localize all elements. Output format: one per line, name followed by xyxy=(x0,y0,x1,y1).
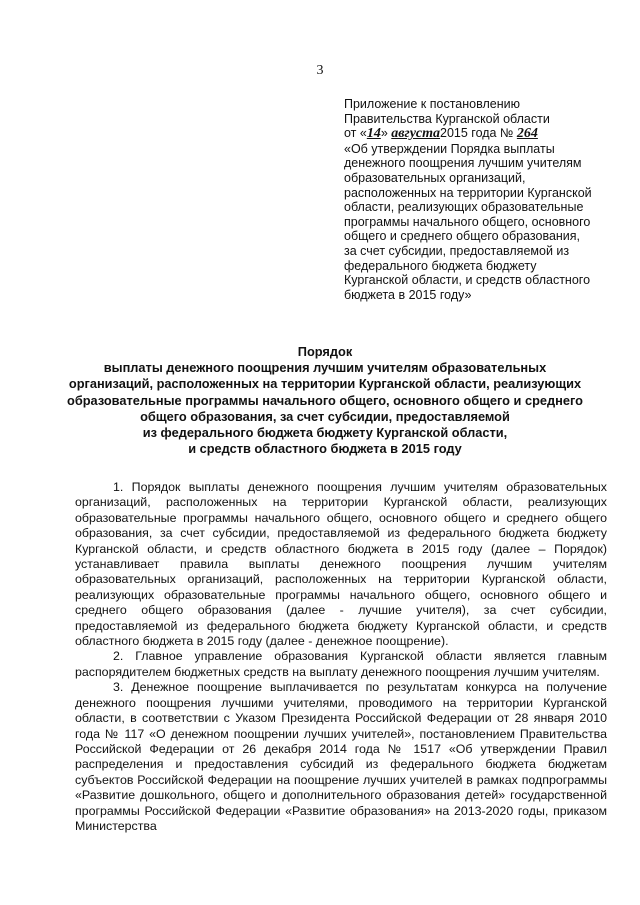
page-number: 3 xyxy=(316,63,324,78)
annex-line: Правительства Курганской области xyxy=(344,111,550,126)
annex-line: денежного поощрения лучшим учителям xyxy=(344,156,582,171)
title-line: общего образования, за счет субсидии, предоставляемой xyxy=(140,408,510,424)
annex-line: области, реализующих образовательные xyxy=(344,200,584,215)
annex-line: общего и среднего общего образования, xyxy=(344,229,581,244)
title-line: выплаты денежного поощрения лучшим учителям образовательных xyxy=(103,360,547,376)
annex-date-line xyxy=(344,126,624,142)
annex-line: «Об утверждении Порядка выплаты xyxy=(344,141,555,156)
document-title xyxy=(40,344,610,457)
title-line: из федерального бюджета бюджету Курганской области, xyxy=(142,425,508,441)
annex-line: расположенных на территории Курганской xyxy=(344,185,592,200)
document-number-handwritten: 264 xyxy=(516,126,538,142)
annex-line: Курганской области, и средств областного xyxy=(344,273,591,288)
annex-block xyxy=(344,97,624,302)
annex-line: федерального бюджета бюджету xyxy=(344,258,537,273)
title-line: и средств областного бюджета в 2015 году xyxy=(188,441,462,457)
date-year: 2015 года № xyxy=(440,126,514,141)
document-body xyxy=(75,480,607,834)
annex-line: Приложение к постановлению xyxy=(344,97,520,111)
date-day-handwritten: 14 xyxy=(366,126,381,142)
annex-line: за счет субсидии, предоставляемой из xyxy=(344,243,570,258)
annex-line: программы начального общего, основного xyxy=(344,214,591,229)
date-prefix: от « xyxy=(344,126,367,141)
annex-line: бюджета в 2015 году» xyxy=(344,287,472,302)
date-month-handwritten: августа xyxy=(391,126,441,142)
title-line: образовательные программы начального общего, основного общего и среднего xyxy=(67,392,583,408)
paragraph-3: 3. Денежное поощрение выплачивается по результатам конкурса на получение денежного поощрения лучшими учителями, проводимого на территории Курганской области, в соответствии с Указом Президента Российской Федерации от 28 января 2010 года № 117 «О денежном поощрении лучших учителей», постановлением Правительства Российской Федерации от 26 декабря 2014 года № 1517 «Об утверждении Правил распределения и предоставления субсидий из федерального бюджета бюджетам субъектов Российской Федерации на поощрение лучших учителей в рамках подпрограммы «Развитие дошкольного, общего и дополнительного образования детей» государственной программы Российской Федерации «Развитие образования» на 2013-2020 годы, приказом Министерства xyxy=(75,680,607,833)
date-mid: » xyxy=(380,126,388,141)
title-line: организаций, расположенных на территории Курганской области, реализующих xyxy=(68,376,582,392)
title-heading: Порядок xyxy=(297,344,353,359)
annex-line: образовательных организаций, xyxy=(344,170,526,185)
paragraph-2: 2. Главное управление образования Курганской области является главным распорядителем бюджетных средств на выплату денежного поощрения лучшим учителям. xyxy=(75,649,607,679)
paragraph-1: 1. Порядок выплаты денежного поощрения лучшим учителям образовательных организаций, расположенных на территории Курганской области, реализующих образовательные программы начального общего, основного общего и среднего общего образования, за счет субсидии, предоставляемой из федерального бюджета бюджету Курганской области, и средств областного бюджета в 2015 году (далее – Порядок) устанавливает правила выплаты денежного поощрения лучшим учителям образовательных организаций, расположенных на территории Курганской области, реализующих образовательные программы начального общего, основного общего и среднего общего образования (далее - лучшие учителя), за счет субсидии, предоставляемой из федерального бюджета бюджету Курганской области, и средств областного бюджета в 2015 году (далее - денежное поощрение). xyxy=(75,480,607,649)
